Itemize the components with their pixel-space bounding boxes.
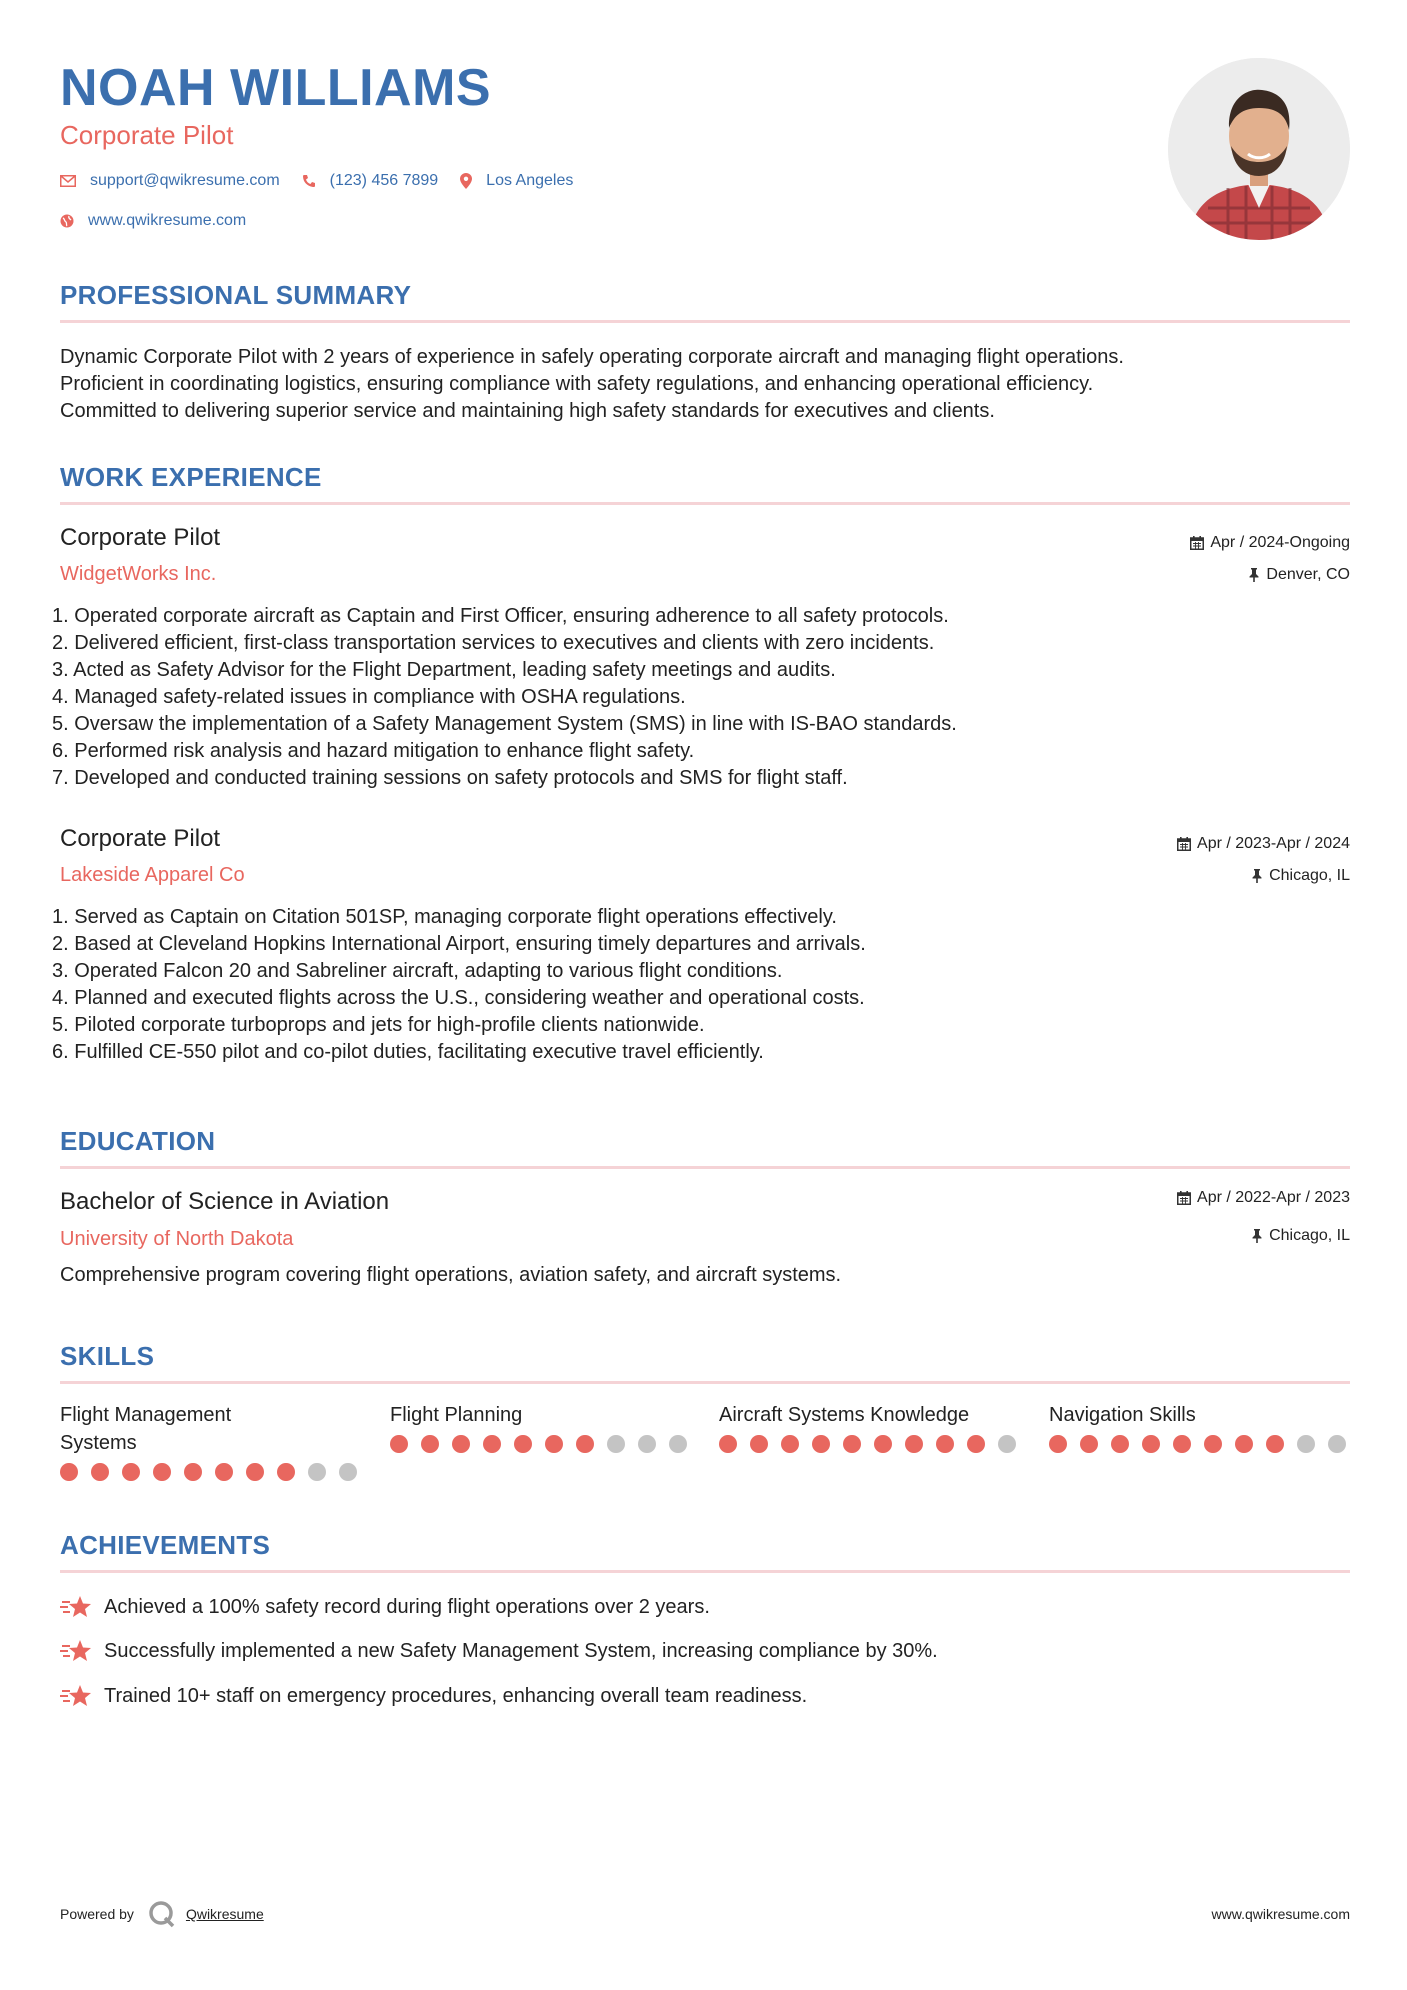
job-location-text: Denver, CO — [1266, 566, 1350, 583]
pushpin-icon — [1251, 1229, 1263, 1243]
job-dates — [1190, 534, 1350, 552]
powered-by-label: Powered by — [60, 1906, 134, 1922]
rating-dot-filled — [91, 1463, 109, 1481]
rating-dot-filled — [483, 1435, 501, 1453]
rating-dot-empty — [669, 1435, 687, 1453]
skill-name-line: Systems — [60, 1432, 137, 1454]
education-location — [1251, 1227, 1350, 1245]
email-item[interactable] — [60, 172, 280, 190]
globe-icon — [60, 214, 74, 228]
skill-rating — [719, 1435, 1029, 1453]
calendar-icon — [1177, 1191, 1191, 1205]
qwikresume-logo-icon — [148, 1900, 176, 1928]
website-text[interactable]: www.qwikresume.com — [88, 212, 247, 229]
achievement-item — [60, 1683, 807, 1709]
skills-heading: SKILLS — [60, 1341, 155, 1371]
list-item: 4. Managed safety-related issues in compliance with OSHA regulations. — [52, 686, 686, 708]
rating-dot-filled — [874, 1435, 892, 1453]
list-item: 1. Operated corporate aircraft as Captain and First Officer, ensuring adherence to all safety protocols. — [52, 605, 949, 627]
job-role: Corporate Pilot — [60, 825, 221, 852]
achievements-divider — [60, 1570, 1350, 1573]
shooting-star-icon — [60, 1638, 92, 1664]
calendar-icon — [1190, 536, 1204, 550]
skill-name-line: Aircraft Systems Knowledge — [719, 1404, 970, 1426]
achievement-text: Successfully implemented a new Safety Management System, increasing compliance by 30%. — [104, 1639, 938, 1662]
skill-name — [719, 1401, 1029, 1429]
summary-line: Proficient in coordinating logistics, ensuring compliance with safety regulations, and enhancing operational efficiency. — [60, 373, 1094, 395]
candidate-name: NOAH WILLIAMS — [60, 59, 492, 117]
achievements-heading: ACHIEVEMENTS — [60, 1530, 271, 1560]
rating-dot-filled — [576, 1435, 594, 1453]
skill-rating — [390, 1435, 700, 1453]
footer-site[interactable]: www.qwikresume.com — [1211, 1906, 1350, 1922]
skill-item — [1049, 1401, 1359, 1453]
list-item: 3. Operated Falcon 20 and Sabreliner aircraft, adapting to various flight conditions. — [52, 960, 783, 982]
calendar-icon — [1177, 837, 1191, 851]
rating-dot-empty — [638, 1435, 656, 1453]
job-dates-text: Apr / 2024-Ongoing — [1210, 534, 1350, 551]
profile-photo — [1168, 58, 1350, 240]
rating-dot-filled — [421, 1435, 439, 1453]
list-item: 2. Based at Cleveland Hopkins International Airport, ensuring timely departures and arrivals. — [52, 933, 866, 955]
rating-dot-filled — [1049, 1435, 1067, 1453]
candidate-title: Corporate Pilot — [60, 120, 234, 150]
rating-dot-filled — [122, 1463, 140, 1481]
job-location-text: Chicago, IL — [1269, 867, 1350, 884]
email-text[interactable]: support@qwikresume.com — [90, 172, 280, 189]
experience-heading: WORK EXPERIENCE — [60, 462, 322, 492]
rating-dot-filled — [1080, 1435, 1098, 1453]
list-item: 3. Acted as Safety Advisor for the Flight Department, leading safety meetings and audits. — [52, 659, 836, 681]
rating-dot-empty — [998, 1435, 1016, 1453]
rating-dot-empty — [1297, 1435, 1315, 1453]
school-name: University of North Dakota — [60, 1228, 294, 1250]
phone-text[interactable]: (123) 456 7899 — [329, 172, 439, 189]
job-role: Corporate Pilot — [60, 524, 221, 551]
avatar-illustration — [1168, 58, 1350, 240]
education-heading: EDUCATION — [60, 1126, 216, 1156]
rating-dot-empty — [308, 1463, 326, 1481]
rating-dot-filled — [452, 1435, 470, 1453]
skill-name — [1049, 1401, 1359, 1429]
skill-name — [60, 1401, 370, 1457]
contact-row-1 — [60, 172, 595, 190]
job-dates-text: Apr / 2023-Apr / 2024 — [1197, 835, 1350, 852]
achievement-item — [60, 1638, 938, 1664]
skill-rating — [1049, 1435, 1359, 1453]
pushpin-icon — [1251, 869, 1263, 883]
shooting-star-icon — [60, 1594, 92, 1620]
rating-dot-filled — [905, 1435, 923, 1453]
rating-dot-filled — [215, 1463, 233, 1481]
list-item: 5. Piloted corporate turboprops and jets for high-profile clients nationwide. — [52, 1014, 705, 1036]
location-text: Los Angeles — [486, 172, 574, 189]
job-company: Lakeside Apparel Co — [60, 864, 245, 886]
footer-powered-by — [60, 1900, 264, 1928]
skill-item — [390, 1401, 700, 1453]
education-description: Comprehensive program covering flight operations, aviation safety, and aircraft systems. — [60, 1264, 842, 1286]
job-location — [1248, 566, 1350, 584]
summary-text — [60, 344, 1350, 425]
list-item: 7. Developed and conducted training sessions on safety protocols and SMS for flight staff. — [52, 767, 848, 789]
summary-heading: PROFESSIONAL SUMMARY — [60, 280, 412, 310]
list-item: 4. Planned and executed flights across the U.S., considering weather and operational costs. — [52, 987, 865, 1009]
skill-item — [60, 1401, 370, 1481]
job-dates — [1177, 835, 1350, 853]
rating-dot-filled — [719, 1435, 737, 1453]
rating-dot-filled — [60, 1463, 78, 1481]
location-item — [460, 172, 573, 190]
map-pin-icon — [460, 173, 472, 189]
rating-dot-filled — [843, 1435, 861, 1453]
summary-line: Committed to delivering superior service and maintaining high safety standards for executives and clients. — [60, 400, 995, 422]
shooting-star-icon — [60, 1683, 92, 1709]
rating-dot-empty — [1328, 1435, 1346, 1453]
rating-dot-filled — [1235, 1435, 1253, 1453]
rating-dot-filled — [277, 1463, 295, 1481]
phone-item[interactable] — [302, 172, 439, 190]
education-dates-text: Apr / 2022-Apr / 2023 — [1197, 1189, 1350, 1206]
skills-divider — [60, 1381, 1350, 1384]
contact-row-2 — [60, 212, 268, 230]
list-item: 5. Oversaw the implementation of a Safety Management System (SMS) in line with IS-BAO standards. — [52, 713, 957, 735]
job-duties-list — [52, 603, 1342, 792]
job-location — [1251, 867, 1350, 885]
achievement-text: Achieved a 100% safety record during flight operations over 2 years. — [104, 1595, 710, 1618]
pushpin-icon — [1248, 568, 1260, 582]
education-divider — [60, 1166, 1350, 1169]
rating-dot-filled — [184, 1463, 202, 1481]
job-duties-list — [52, 904, 1342, 1066]
education-dates — [1177, 1189, 1350, 1207]
rating-dot-filled — [781, 1435, 799, 1453]
list-item: 6. Performed risk analysis and hazard mitigation to enhance flight safety. — [52, 740, 695, 762]
website-item[interactable] — [60, 212, 246, 230]
skill-name-line: Flight Planning — [390, 1404, 523, 1426]
skill-item — [719, 1401, 1029, 1453]
experience-divider — [60, 502, 1350, 505]
summary-line: Dynamic Corporate Pilot with 2 years of experience in safely operating corporate aircraft and managing flight operations. — [60, 346, 1124, 368]
job-company: WidgetWorks Inc. — [60, 563, 217, 585]
rating-dot-filled — [1266, 1435, 1284, 1453]
rating-dot-filled — [967, 1435, 985, 1453]
rating-dot-filled — [812, 1435, 830, 1453]
list-item: 2. Delivered efficient, first-class transportation services to executives and clients with zero incidents. — [52, 632, 935, 654]
phone-icon — [302, 174, 316, 188]
list-item: 6. Fulfilled CE-550 pilot and co-pilot duties, facilitating executive travel efficiently. — [52, 1041, 764, 1063]
rating-dot-filled — [390, 1435, 408, 1453]
rating-dot-empty — [339, 1463, 357, 1481]
rating-dot-empty — [607, 1435, 625, 1453]
skill-name — [390, 1401, 700, 1429]
education-location-text: Chicago, IL — [1269, 1227, 1350, 1244]
rating-dot-filled — [1142, 1435, 1160, 1453]
rating-dot-filled — [1111, 1435, 1129, 1453]
achievement-item — [60, 1594, 710, 1620]
rating-dot-filled — [750, 1435, 768, 1453]
skill-name-line: Flight Management — [60, 1404, 232, 1426]
skill-rating — [60, 1463, 370, 1481]
envelope-icon — [60, 175, 76, 187]
rating-dot-filled — [246, 1463, 264, 1481]
skill-name-line: Navigation Skills — [1049, 1404, 1196, 1426]
degree-title: Bachelor of Science in Aviation — [60, 1188, 390, 1215]
rating-dot-filled — [936, 1435, 954, 1453]
rating-dot-filled — [153, 1463, 171, 1481]
qwikresume-link[interactable]: Qwikresume — [185, 1906, 264, 1922]
achievement-text: Trained 10+ staff on emergency procedures, enhancing overall team readiness. — [104, 1684, 808, 1707]
summary-divider — [60, 320, 1350, 323]
rating-dot-filled — [514, 1435, 532, 1453]
rating-dot-filled — [1173, 1435, 1191, 1453]
rating-dot-filled — [1204, 1435, 1222, 1453]
list-item: 1. Served as Captain on Citation 501SP, managing corporate flight operations effectively. — [52, 906, 837, 928]
rating-dot-filled — [545, 1435, 563, 1453]
